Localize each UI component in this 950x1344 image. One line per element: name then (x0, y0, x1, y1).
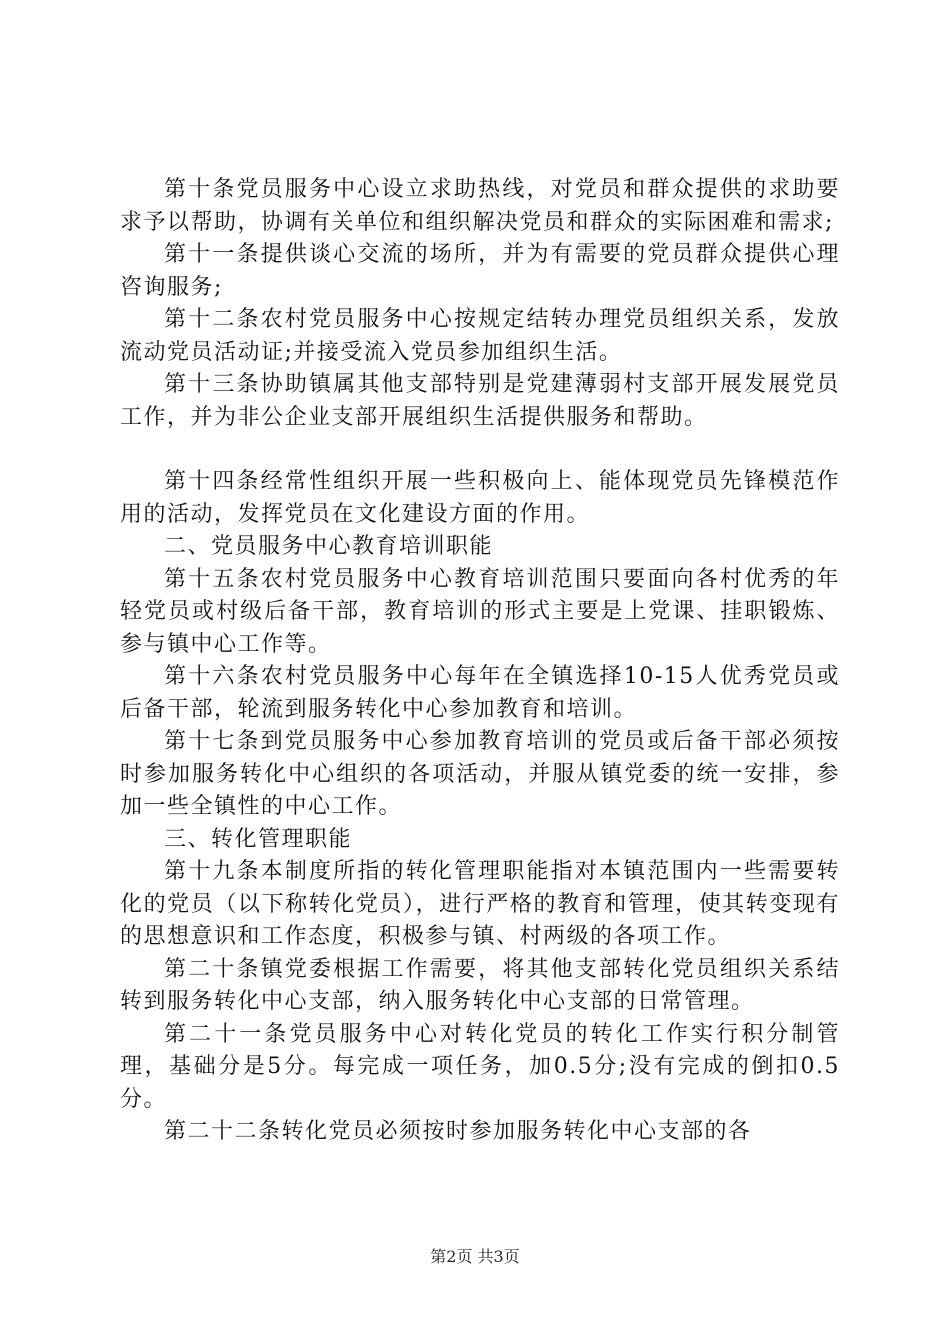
article-13: 第十三条协助镇属其他支部特别是党建薄弱村支部开展发展党员工作，并为非公企业支部开展组织生活提供服务和帮助。 (120, 372, 840, 430)
article-22: 第二十二条转化党员必须按时参加服务转化中心支部的各 (164, 1119, 752, 1144)
document-body (120, 174, 840, 1149)
article-10: 第十条党员服务中心设立求助热线，对党员和群众提供的求助要求予以帮助，协调有关单位和组织解决党员和群众的实际困难和需求; (120, 177, 840, 235)
article-14: 第十四条经常性组织开展一些积极向上、能体现党员先锋模范作用的活动，发挥党员在文化建设方面的作用。 (120, 469, 840, 527)
article-11: 第十一条提供谈心交流的场所，并为有需要的党员群众提供心理咨询服务; (120, 242, 840, 300)
article-16: 第十六条农村党员服务中心每年在全镇选择10-15人优秀党员或后备干部，轮流到服务转化中心参加教育和培训。 (120, 664, 840, 722)
section-heading-conversion: 三、转化管理职能 (164, 826, 353, 852)
article-20: 第二十条镇党委根据工作需要，将其他支部转化党员组织关系结转到服务转化中心支部，纳入服务转化中心支部的日常管理。 (120, 956, 840, 1014)
article-17: 第十七条到党员服务中心参加教育培训的党员或后备干部必须按时参加服务转化中心组织的各项活动，并服从镇党委的统一安排，参加一些全镇性的中心工作。 (120, 729, 840, 819)
section-heading-education: 二、党员服务中心教育培训职能 (164, 534, 494, 559)
page-number: 第2页 共3页 (430, 1247, 520, 1266)
article-19: 第十九条本制度所指的转化管理职能指对本镇范围内一些需要转化的党员（以下称转化党员），进行严格的教育和管理，使其转变现有的思想意识和工作态度，积极参与镇、村两级的各项工作。 (120, 859, 840, 949)
article-15: 第十五条农村党员服务中心教育培训范围只要面向各村优秀的年轻党员或村级后备干部，教育培训的形式主要是上党课、挂职锻炼、参与镇中心工作等。 (120, 566, 840, 657)
article-21: 第二十一条党员服务中心对转化党员的转化工作实行积分制管理，基础分是5分。每完成一项任务，加0.5分;没有完成的倒扣0.5分。 (120, 1021, 840, 1112)
paragraph-spacer (120, 434, 840, 466)
article-12: 第十二条农村党员服务中心按规定结转办理党员组织关系，发放流动党员活动证;并接受流入党员参加组织生活。 (120, 307, 840, 365)
